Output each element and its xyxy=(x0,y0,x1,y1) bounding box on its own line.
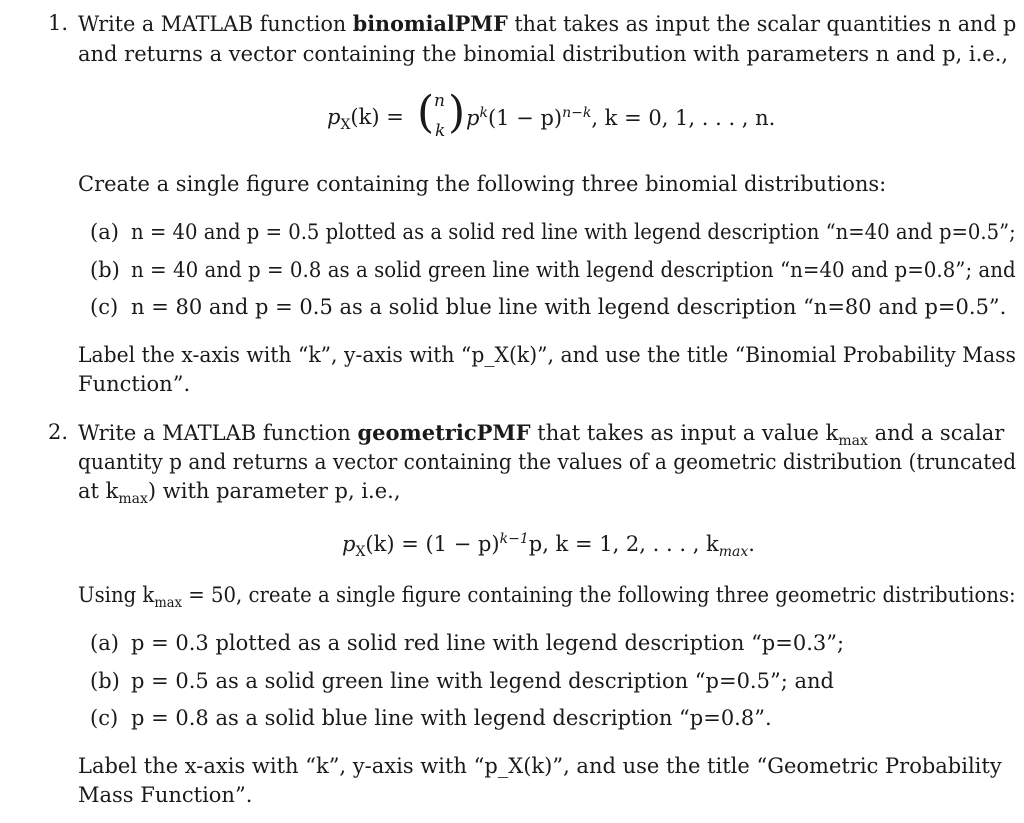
problem-1-line-2: and returns a vector containing the binomial distribution with parameters n and p, i.e., xyxy=(78,42,1009,66)
problem-2-intro: Using $k_{max} = 50$, create a single figure containing the following three geometric distributions: xyxy=(78,583,1016,612)
problem-1-number: 1. xyxy=(48,11,69,35)
problem-2-line-1: Write a MATLAB function geometricPMF that takes as input a value $k_{max}$ and a scalar xyxy=(78,420,1005,450)
binomial-open-paren: ( xyxy=(417,87,435,138)
binomial-formula-lhs: $p_X(k)$ = xyxy=(327,105,404,134)
function-name-binomial: binomialPMF xyxy=(352,11,508,36)
problem-2-item-b: p = 0.5 as a solid green line with legend description “p=0.5”; and xyxy=(131,669,834,693)
binomial-top: n xyxy=(434,91,445,111)
problem-1-item-c: n = 80 and p = 0.5 as a solid blue line with legend description “n=80 and p=0.5”. xyxy=(131,295,1007,319)
binomial-close-paren: ) xyxy=(448,87,466,138)
problem-2-line-3: at $k_{max}$) with parameter p, i.e., xyxy=(78,479,401,508)
function-name-geometric: geometricPMF xyxy=(357,420,531,445)
problem-2-label-line-2: Mass Function”. xyxy=(78,783,253,807)
problem-1-item-c-label: (c) xyxy=(90,295,119,319)
problem-1-label-line-1: Label the x-axis with “k”, y-axis with “p_X(k)”, and use the title “Binomial Probability Mass xyxy=(78,343,1016,367)
problem-1-intro: Create a single figure containing the following three binomial distributions: xyxy=(78,172,887,196)
problem-1-label-line-2: Function”. xyxy=(78,372,191,396)
problem-2-item-b-label: (b) xyxy=(90,669,120,693)
problem-2-item-a-label: (a) xyxy=(90,631,119,655)
problem-2-label-line-1: Label the x-axis with “k”, y-axis with “p_X(k)”, and use the title “Geometric Probability xyxy=(78,754,1002,778)
problem-1-line-1: Write a MATLAB function binomialPMF that takes as input the scalar quantities n and p xyxy=(78,11,1017,36)
problem-2-item-c-label: (c) xyxy=(90,706,119,730)
problem-1-item-b: n = 40 and p = 0.8 as a solid green line with legend description “n=40 and p=0.8”; and xyxy=(131,258,1016,282)
problem-2-item-c: p = 0.8 as a solid blue line with legend description “p=0.8”. xyxy=(131,706,772,730)
problem-1-item-b-label: (b) xyxy=(90,258,120,282)
binomial-formula-rhs: $p^k(1 - p)^{n-k}$, k = 0, 1, . . . , n. xyxy=(466,105,776,130)
problem-1-item-a: n = 40 and p = 0.5 plotted as a solid red line with legend description “n=40 and p=0.5”; xyxy=(131,220,1016,244)
problem-1-item-a-label: (a) xyxy=(90,220,119,244)
problem-2-item-a: p = 0.3 plotted as a solid red line with legend description “p=0.3”; xyxy=(131,631,845,655)
problem-2-line-2: quantity p and returns a vector containing the values of a geometric distribution (truncated xyxy=(78,450,1017,474)
geometric-formula: $p_X(k) = (1 - p)^{k-1}p$, k = 1, 2, . . . , $k_{max}$. xyxy=(342,531,755,561)
binomial-bottom: k xyxy=(435,121,446,141)
problem-2-number: 2. xyxy=(48,420,69,444)
